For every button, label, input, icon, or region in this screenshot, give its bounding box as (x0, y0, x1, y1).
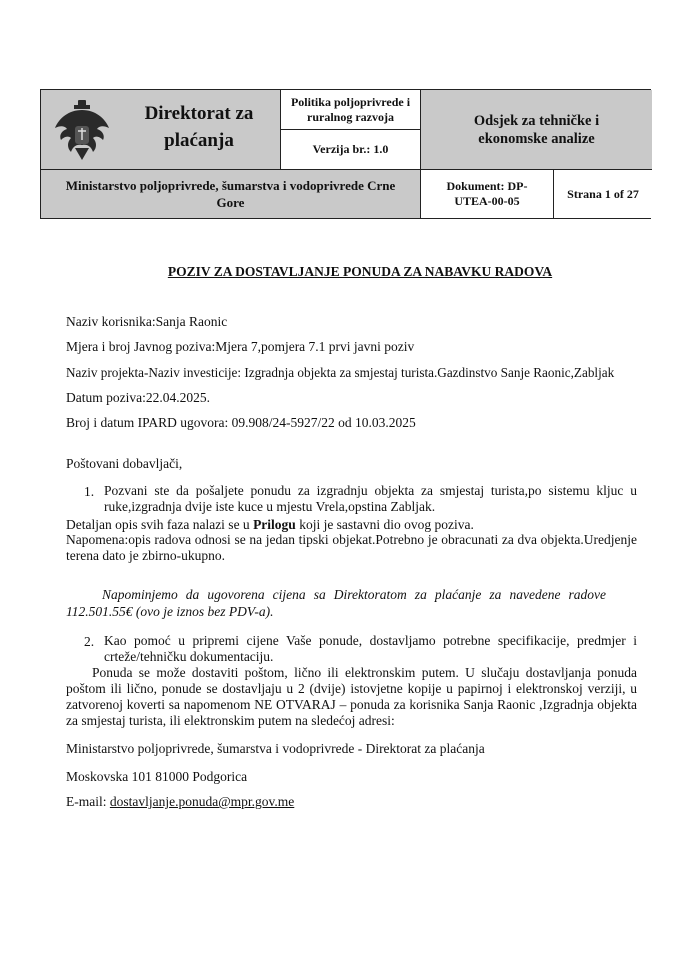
address-street: Moskovska 101 81000 Podgorica (66, 769, 248, 784)
document-header (40, 89, 651, 219)
coat-of-arms-icon (51, 98, 113, 164)
page-title: POZIV ZA DOSTAVLJANJE PONUDA ZA NABAVKU RADOVA (167, 264, 553, 279)
detail-measure: Mjera i broj Javnog poziva:Mjera 7,pomjera 7.1 prvi javni poziv (66, 339, 415, 354)
detail-contract: Broj i datum IPARD ugovora: 09.908/24-5927/22 od 10.03.2025 (66, 415, 416, 430)
version-cell (281, 130, 421, 170)
detail-description-pre: Detaljan opis svih faza nalazi se u (66, 517, 254, 532)
item-2-text: Kao pomoć u pripremi cijene Vaše ponude, dostavljamo potrebne specifikacije, predmjer i crteže/tehničku dokumentaciju. (104, 633, 637, 664)
note-text: Napomena:opis radova odnosi se na jedan tipski objekat.Potrebno je obracunati za dva objekta.Uredjenje terena dato je zbirno-ukupno. (66, 532, 637, 563)
header-logo-cell (41, 90, 281, 170)
item-1-text: Pozvani ste da pošaljete ponudu za izgradnju objekta za smjestaj turista,po sistemu kljuc u ruke,izgradnja dvije iste kuce u mjestu Vrela,opstina Zabljak. (104, 483, 637, 514)
detail-user: Naziv korisnika:Sanja Raonic (66, 314, 228, 329)
ministry-label: Ministarstvo poljoprivrede, šumarstva i vodoprivrede Crne Gore (65, 178, 396, 210)
organization-line-1: Direktorat za (144, 103, 254, 124)
policy-label: Politika poljoprivrede i ruralnog razvoja (290, 94, 411, 124)
email-link[interactable]: dostavljanje.ponuda@mpr.gov.me (109, 794, 295, 809)
item-1-number: 1. (84, 484, 95, 499)
address-organization: Ministarstvo poljoprivrede, šumarstva i vodoprivrede - Direktorat za plaćanja (66, 741, 485, 756)
email-line (66, 793, 294, 810)
organization-name (119, 100, 279, 154)
detail-project: Naziv projekta-Naziv investicije: Izgradnja objekta za smjestaj turista.Gazdinstvo Sanje Raonic,Zabljak (66, 365, 615, 380)
detail-date: Datum poziva:22.04.2025. (66, 390, 210, 405)
price-note: Napominjemo da ugovorena cijena sa Direktoratom za plaćanje za navedene radove 112.501.55€ (ovo je iznos bez PDV-a). (66, 587, 606, 619)
item-2-number: 2. (84, 634, 95, 649)
department-cell (421, 90, 652, 170)
page-number: Strana 1 of 27 (567, 186, 639, 201)
detail-description-post: koji je sastavni dio ovog poziva. (295, 517, 474, 532)
ministry-cell (41, 170, 421, 218)
detail-description (66, 516, 474, 533)
delivery-text: Ponuda se može dostaviti poštom, lično ili elektronskim putem. U slučaju dostavljanja ponuda poštom ili lično, ponude se dostavljaju u 2 (dvije) istovjetne kopije u papirnoj i elektronskoj verziji, u zatvorenoj koverti sa napomenom NE OTVARAJ – ponuda za korisnika Sanja Raonic ,Izgradnja objekta za smjestaj turista, ili elektronskim putem na sledećoj adresi: (66, 665, 637, 728)
email-label: E-mail: (66, 794, 110, 809)
policy-cell (281, 90, 421, 130)
organization-line-2: plaćanja (164, 130, 234, 151)
department-label: Odsjek za tehničke i ekonomske analize (473, 112, 600, 147)
document-number-cell (421, 170, 554, 218)
version-label: Verzija br.: 1.0 (312, 142, 389, 156)
document-number: Dokument: DP-UTEA-00-05 (446, 179, 528, 208)
greeting: Poštovani dobavljači, (66, 456, 183, 471)
attachment-label: Prilogu (253, 517, 296, 532)
page-number-cell (554, 170, 652, 218)
